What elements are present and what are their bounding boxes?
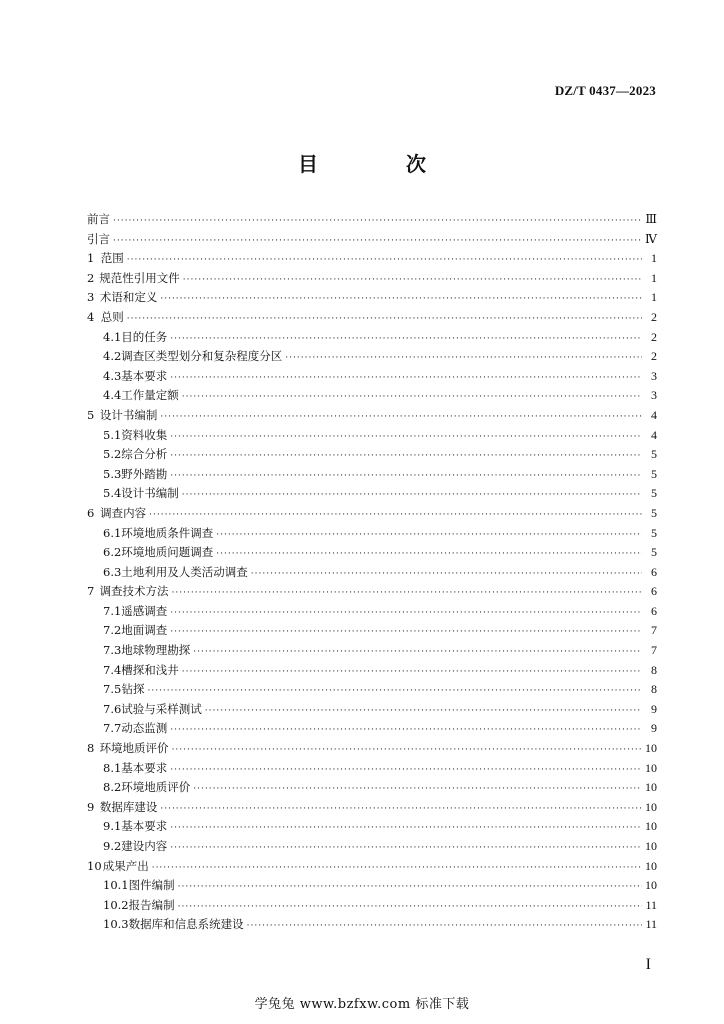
toc-entry[interactable] — [87, 719, 657, 739]
toc-entry-page: 1 — [651, 270, 657, 285]
toc-leader-dots — [149, 506, 642, 526]
toc-entry-number: 8.2 — [103, 780, 122, 795]
toc-entry-number: 8 — [87, 741, 95, 756]
toc-entry-label: 范围 — [100, 251, 124, 266]
toc-leader-dots — [170, 369, 642, 389]
toc-entry-label: 环境地质条件调查 — [121, 525, 214, 540]
toc-leader-dots — [170, 447, 642, 467]
toc-entry[interactable] — [87, 308, 657, 328]
toc-leader-dots — [113, 232, 642, 252]
toc-entry[interactable] — [87, 661, 657, 681]
toc-entry-page: 1 — [651, 251, 657, 266]
toc-entry-number: 5 — [87, 407, 95, 422]
toc-entry[interactable] — [87, 641, 657, 661]
toc-entry-page: 9 — [651, 701, 657, 716]
toc-leader-dots — [147, 682, 642, 702]
toc-entry-label: 目的任务 — [121, 329, 168, 344]
page-title: 目 次 — [298, 152, 460, 176]
toc-entry-page: 10 — [645, 760, 657, 775]
toc-entry-page: 10 — [645, 858, 657, 873]
toc-leader-dots — [172, 584, 642, 604]
toc-entry[interactable] — [87, 896, 657, 916]
toc-entry-label: 图件编制 — [128, 878, 175, 893]
toc-entry[interactable] — [87, 876, 657, 896]
toc-entry-page: 3 — [651, 388, 657, 403]
toc-entry-number: 8.1 — [103, 760, 122, 775]
toc-leader-dots — [216, 545, 642, 565]
toc-entry-page: 10 — [645, 839, 657, 853]
toc-entry-page: 11 — [645, 897, 657, 912]
toc-entry[interactable] — [87, 915, 657, 935]
toc-leader-dots — [127, 310, 642, 330]
toc-entry[interactable] — [87, 563, 657, 583]
toc-leader-dots — [170, 467, 642, 487]
toc-entry-number: 10 — [87, 858, 102, 873]
toc-entry-label: 地面调查 — [121, 623, 168, 638]
toc-entry-label: 报告编制 — [128, 897, 175, 912]
toc-entry-number: 10.3 — [103, 917, 129, 932]
toc-entry[interactable] — [87, 778, 657, 798]
toc-entry-label: 前言 — [87, 212, 110, 226]
toc-leader-dots — [160, 800, 642, 820]
toc-entry[interactable] — [87, 386, 657, 406]
toc-entry-page: 6 — [651, 603, 657, 618]
toc-entry-label: 土地利用及人类活动调查 — [121, 564, 248, 579]
toc-entry-page: 9 — [651, 721, 657, 736]
toc-entry-number: 7.4 — [103, 662, 122, 677]
toc-entry-label: 引言 — [87, 231, 110, 246]
toc-entry-page: 4 — [651, 407, 657, 422]
toc-entry-label: 资料收集 — [121, 427, 168, 442]
toc-leader-dots — [182, 486, 642, 506]
toc-entry-number: 5.4 — [103, 486, 122, 501]
toc-entry[interactable] — [87, 504, 657, 524]
toc-entry-number: 4.2 — [103, 349, 122, 364]
toc-entry-number: 6.3 — [103, 564, 122, 579]
toc-leader-dots — [127, 251, 642, 271]
toc-entry[interactable] — [87, 524, 657, 544]
toc-entry-label: 建设内容 — [121, 839, 168, 853]
toc-entry-page: 5 — [651, 486, 657, 501]
toc-entry-label: 术语和定义 — [99, 290, 158, 305]
toc-entry-label: 地球物理勘探 — [121, 643, 191, 658]
toc-entry-page: 6 — [651, 584, 657, 599]
toc-entry-label: 环境地质评价 — [99, 741, 169, 756]
toc-leader-dots — [170, 721, 642, 741]
toc-entry-label: 调查区类型划分和复杂程度分区 — [121, 349, 283, 364]
toc-entry-number: 7.5 — [103, 682, 122, 697]
toc-entry[interactable] — [87, 465, 657, 485]
toc-entry-number: 4.1 — [103, 329, 122, 344]
toc-entry[interactable] — [87, 249, 657, 269]
toc-entry-page: 5 — [651, 447, 657, 462]
toc-entry[interactable] — [87, 328, 657, 348]
toc-entry-label: 设计书编制 — [99, 407, 158, 422]
toc-entry-label: 总则 — [100, 309, 124, 324]
toc-entry-number: 6.1 — [103, 525, 122, 540]
toc-leader-dots — [182, 663, 642, 683]
toc-entry-page: 2 — [651, 309, 657, 324]
toc-entry-page: 10 — [645, 780, 657, 795]
toc-entry[interactable] — [87, 857, 657, 877]
toc-entry[interactable] — [87, 426, 657, 446]
toc-entry[interactable] — [87, 582, 657, 602]
toc-entry-number: 9.1 — [103, 819, 122, 834]
toc-leader-dots — [152, 859, 642, 879]
toc-entry[interactable] — [87, 700, 657, 720]
toc-leader-dots — [182, 388, 642, 408]
toc-entry-label: 动态监测 — [121, 721, 168, 736]
toc-entry-label: 数据库建设 — [99, 799, 158, 814]
toc-entry-page: 8 — [651, 662, 657, 677]
toc-entry-page: 5 — [651, 545, 657, 560]
toc-entry-page: 5 — [651, 505, 657, 520]
toc-leader-dots — [170, 604, 642, 624]
toc-entry[interactable] — [87, 817, 657, 837]
toc-entry-page: 10 — [645, 878, 657, 893]
toc-leader-dots — [178, 878, 642, 898]
toc-entry[interactable] — [87, 484, 657, 504]
toc-entry-label: 工作量定额 — [121, 388, 179, 403]
toc-entry-label: 遥感调查 — [121, 603, 168, 618]
toc-entry-number: 9 — [87, 799, 95, 814]
toc-entry-number: 5.2 — [103, 447, 122, 462]
toc-entry-number: 2 — [87, 270, 95, 285]
toc-entry-label: 野外踏勘 — [121, 466, 168, 481]
toc-entry[interactable] — [87, 543, 657, 563]
toc-entry-number: 7.7 — [103, 721, 122, 736]
page-number: I — [645, 956, 651, 973]
toc-entry-number: 10.1 — [103, 878, 129, 893]
toc-entry-number: 7 — [87, 584, 95, 599]
toc-entry-label: 基本要求 — [121, 368, 168, 383]
toc-leader-dots — [170, 761, 642, 781]
toc-leader-dots — [193, 780, 642, 800]
toc-entry[interactable] — [87, 367, 657, 387]
table-of-contents — [87, 210, 657, 935]
toc-entry[interactable] — [87, 680, 657, 700]
toc-entry-label: 试验与采样测试 — [121, 701, 202, 716]
toc-entry-label: 综合分析 — [121, 447, 168, 462]
toc-entry-number: 10.2 — [103, 897, 129, 912]
toc-entry-label: 基本要求 — [121, 760, 168, 775]
toc-entry[interactable] — [87, 288, 657, 308]
toc-leader-dots — [216, 526, 642, 546]
toc-entry[interactable] — [87, 230, 657, 250]
toc-entry-label: 调查内容 — [100, 505, 147, 520]
toc-leader-dots — [160, 290, 642, 310]
toc-entry-label: 数据库和信息系统建设 — [128, 917, 244, 932]
toc-entry-label: 环境地质评价 — [121, 780, 191, 795]
toc-leader-dots — [170, 623, 642, 643]
toc-entry[interactable] — [87, 798, 657, 818]
toc-leader-dots — [183, 271, 642, 291]
toc-leader-dots — [170, 839, 642, 859]
toc-entry-number: 7.6 — [103, 701, 122, 716]
toc-entry-page: 4 — [651, 427, 657, 442]
toc-entry-page: 3 — [651, 368, 657, 383]
toc-entry-page: 11 — [645, 917, 657, 932]
toc-entry-page: Ⅳ — [645, 231, 657, 246]
toc-entry-label: 规范性引用文件 — [99, 270, 180, 285]
toc-leader-dots — [170, 819, 642, 839]
toc-leader-dots — [251, 565, 642, 585]
toc-entry-page: 2 — [651, 349, 657, 364]
toc-leader-dots — [172, 741, 642, 761]
toc-entry-number: 5.3 — [103, 466, 122, 481]
toc-entry-label: 环境地质问题调查 — [121, 545, 214, 560]
standard-code: DZ/T 0437—2023 — [554, 83, 656, 98]
toc-leader-dots — [160, 408, 642, 428]
toc-entry-number: 6 — [87, 505, 95, 520]
toc-entry-number: 7.3 — [103, 643, 122, 658]
toc-entry[interactable] — [87, 602, 657, 622]
toc-entry-number: 4 — [87, 309, 95, 324]
toc-entry-page: 6 — [651, 564, 657, 579]
toc-entry[interactable] — [87, 406, 657, 426]
toc-entry-label: 钻探 — [121, 682, 145, 697]
toc-entry-number: 1 — [87, 251, 95, 266]
toc-entry-label: 成果产出 — [102, 858, 149, 873]
toc-entry-label: 调查技术方法 — [99, 584, 169, 599]
toc-entry-label: 基本要求 — [121, 819, 168, 834]
toc-entry[interactable] — [87, 347, 657, 367]
toc-entry-page: 1 — [651, 290, 657, 305]
toc-entry-number: 4.3 — [103, 368, 122, 383]
toc-entry-page: 8 — [651, 682, 657, 697]
toc-entry-page: 10 — [645, 799, 657, 814]
toc-leader-dots — [247, 917, 642, 937]
toc-entry-number: 7.1 — [103, 603, 122, 618]
toc-entry-number: 3 — [87, 290, 95, 305]
toc-entry[interactable] — [87, 759, 657, 779]
toc-leader-dots — [193, 643, 642, 663]
toc-entry-page: 7 — [651, 623, 657, 638]
toc-leader-dots — [170, 428, 642, 448]
toc-entry[interactable] — [87, 621, 657, 641]
toc-entry-page: 10 — [645, 741, 657, 756]
toc-entry[interactable] — [87, 445, 657, 465]
toc-entry-number: 7.2 — [103, 623, 122, 638]
toc-entry[interactable] — [87, 739, 657, 759]
toc-entry[interactable] — [87, 269, 657, 289]
toc-entry-page: 5 — [651, 525, 657, 540]
toc-entry-number: 4.4 — [103, 388, 122, 403]
toc-entry[interactable] — [87, 210, 657, 230]
toc-entry[interactable] — [87, 837, 657, 857]
toc-leader-dots — [113, 212, 642, 232]
toc-entry-page: 5 — [651, 466, 657, 481]
toc-entry-label: 设计书编制 — [121, 486, 179, 501]
toc-entry-number: 6.2 — [103, 545, 122, 560]
toc-entry-number: 5.1 — [103, 427, 122, 442]
toc-leader-dots — [285, 349, 642, 369]
toc-entry-label: 槽探和浅井 — [121, 662, 179, 677]
toc-entry-page: 7 — [651, 643, 657, 658]
toc-entry-page: 10 — [645, 819, 657, 834]
toc-entry-page: Ⅲ — [645, 212, 657, 226]
toc-leader-dots — [205, 702, 642, 722]
footer-watermark: 学兔兔 www.bzfxw.com 标准下载 — [254, 997, 470, 1012]
toc-leader-dots — [178, 898, 642, 918]
toc-entry-page: 2 — [651, 329, 657, 344]
toc-entry-number: 9.2 — [103, 839, 122, 853]
